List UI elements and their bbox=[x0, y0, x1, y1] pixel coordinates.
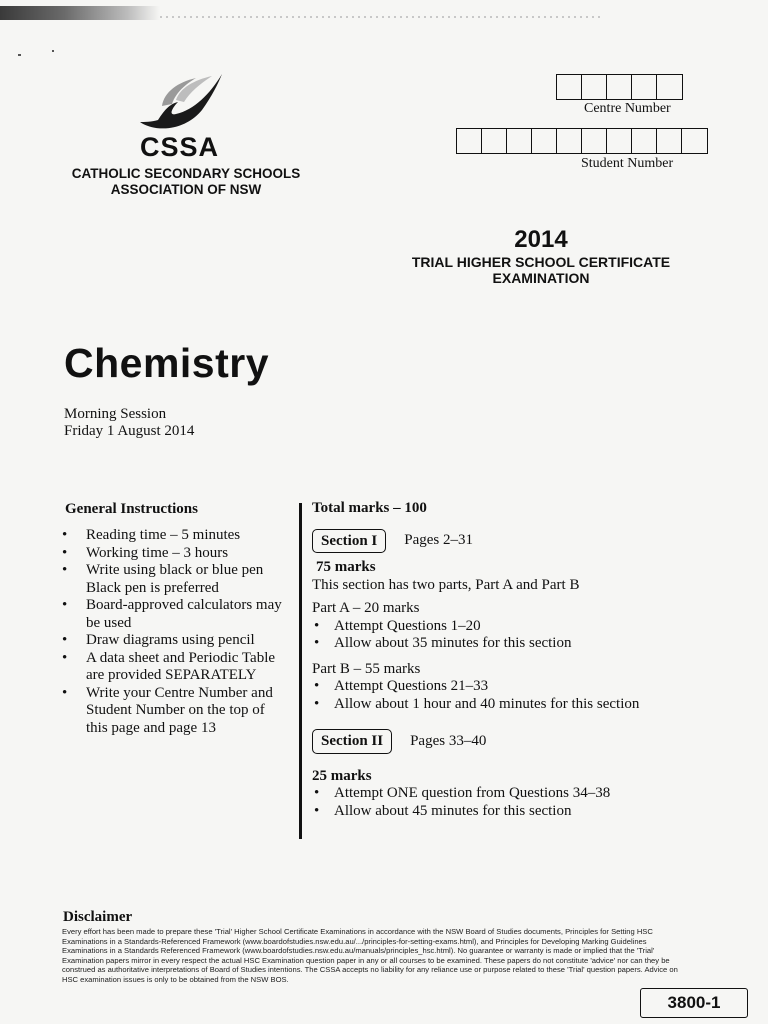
instruction-line: • Working time – 3 hours bbox=[86, 544, 229, 561]
list-item: • Allow about 1 hour and 40 minutes for this section bbox=[312, 696, 732, 714]
part-a-title: Part A – 20 marks bbox=[312, 600, 420, 616]
exam-title bbox=[390, 254, 692, 286]
scan-artifact-dots bbox=[160, 16, 600, 18]
list-item: • Allow about 35 minutes for this section bbox=[312, 635, 732, 653]
digit-box[interactable] bbox=[507, 129, 532, 153]
instruction-line: are provided SEPARATELY bbox=[86, 667, 257, 683]
instruction-line: • A data sheet and Periodic Table bbox=[86, 649, 276, 666]
digit-box[interactable] bbox=[632, 75, 657, 99]
column-divider bbox=[299, 503, 302, 839]
paper-code: 3800-1 bbox=[640, 988, 748, 1018]
section-2-list bbox=[312, 785, 732, 820]
digit-box[interactable] bbox=[607, 129, 632, 153]
instruction-line: this page and page 13 bbox=[86, 719, 216, 736]
part-a-list bbox=[312, 618, 732, 653]
marks-panel bbox=[312, 500, 732, 820]
digit-box[interactable] bbox=[557, 129, 582, 153]
organisation-name bbox=[40, 166, 332, 197]
scan-speck bbox=[18, 54, 21, 56]
list-item: • Attempt ONE question from Questions 34–38 bbox=[312, 785, 732, 803]
digit-box[interactable] bbox=[682, 129, 707, 153]
digit-box[interactable] bbox=[482, 129, 507, 153]
exam-year: 2014 bbox=[514, 226, 568, 253]
scan-artifact bbox=[0, 6, 160, 20]
digit-box[interactable] bbox=[607, 75, 632, 99]
section-1-label: Section I bbox=[312, 529, 386, 554]
section-2-marks: 25 marks bbox=[312, 767, 372, 784]
section-1-description: This section has two parts, Part A and Part B bbox=[312, 576, 580, 593]
digit-box[interactable] bbox=[582, 75, 607, 99]
digit-box[interactable] bbox=[657, 75, 682, 99]
section-1-pages: Pages 2–31 bbox=[404, 532, 473, 548]
instruction-line: • Write your Centre Number and bbox=[86, 684, 273, 701]
list-item: • Allow about 45 minutes for this section bbox=[312, 803, 732, 821]
instruction-line: Student Number on the top of bbox=[86, 702, 265, 718]
section-2-header bbox=[312, 729, 732, 754]
instruction-line: • Reading time – 5 minutes bbox=[86, 527, 241, 543]
instruction-line: be used bbox=[86, 614, 132, 631]
cssa-logo-icon bbox=[132, 70, 232, 140]
instruction-item bbox=[62, 650, 294, 685]
exam-title-line-2: EXAMINATION bbox=[492, 270, 590, 286]
digit-box[interactable] bbox=[457, 129, 482, 153]
disclaimer-text: Every effort has been made to prepare these 'Trial' Higher School Certificate Examinations in accordance with the NSW Board of Studies documents, Principles for Setting HSC Examinations in a Standards-Referenced Framework (www.boardofstudies.nsw.edu.au/.../principles-for-setting-exams.html), and Principles for Developing Marking Guidelines Examinations in a Standards Referenced Framework (www.boardofstudies.nsw.edu.au/manuals/principles_hsc.html). No guarantee or warranty is made or implied that the 'Trial' Examination papers mirror in every respect the actual HSC Examination question paper in any or all courses to be examined. These papers do not constitute 'advice' nor can they be construed as authoritative interpretations of Board of Studies intentions. The CSSA accepts no liability for any reliance use or purpose related to these 'Trial' question papers. Advice on HSC examination issues is only to be obtained from the NSW BOS. bbox=[62, 927, 678, 984]
student-number-label: Student Number bbox=[581, 156, 674, 171]
session-info bbox=[64, 406, 194, 440]
student-number-boxes[interactable] bbox=[456, 128, 708, 154]
list-item: • Attempt Questions 1–20 bbox=[312, 618, 732, 636]
instruction-item bbox=[62, 545, 294, 563]
centre-number-label: Centre Number bbox=[584, 101, 671, 116]
instruction-line: • Draw diagrams using pencil bbox=[86, 632, 255, 648]
section-1-marks: 75 marks bbox=[316, 559, 376, 575]
section-2-pages: Pages 33–40 bbox=[410, 732, 487, 749]
centre-number-boxes[interactable] bbox=[556, 74, 683, 100]
total-marks: Total marks – 100 bbox=[312, 500, 427, 516]
section-1-header bbox=[312, 529, 732, 554]
digit-box[interactable] bbox=[657, 129, 682, 153]
digit-box[interactable] bbox=[582, 129, 607, 153]
instruction-item bbox=[62, 562, 294, 597]
scan-speck bbox=[52, 50, 54, 52]
instruction-line: • Write using black or blue pen bbox=[86, 562, 264, 578]
instruction-item bbox=[62, 685, 294, 738]
digit-box[interactable] bbox=[532, 129, 557, 153]
digit-box[interactable] bbox=[557, 75, 582, 99]
org-line-2: ASSOCIATION OF NSW bbox=[110, 181, 262, 197]
logo-wordmark: CSSA bbox=[140, 132, 220, 162]
instruction-item bbox=[62, 527, 294, 545]
list-item: • Attempt Questions 21–33 bbox=[312, 678, 732, 696]
instruction-item bbox=[62, 597, 294, 632]
subject-title: Chemistry bbox=[64, 340, 270, 386]
instruction-line: Black pen is preferred bbox=[86, 579, 219, 596]
digit-box[interactable] bbox=[632, 129, 657, 153]
disclaimer-title: Disclaimer bbox=[63, 909, 133, 925]
org-line-1: CATHOLIC SECONDARY SCHOOLS bbox=[71, 166, 301, 181]
general-instructions-list bbox=[62, 527, 294, 737]
session-name: Morning Session bbox=[64, 406, 167, 422]
instruction-item bbox=[62, 632, 294, 650]
section-2-label: Section II bbox=[312, 729, 392, 754]
part-b-title: Part B – 55 marks bbox=[312, 660, 421, 677]
general-instructions-title: General Instructions bbox=[65, 501, 198, 517]
part-b-list bbox=[312, 678, 732, 713]
exam-title-line-1: TRIAL HIGHER SCHOOL CERTIFICATE bbox=[411, 254, 671, 270]
exam-date: Friday 1 August 2014 bbox=[64, 423, 195, 439]
instruction-line: • Board-approved calculators may bbox=[86, 597, 282, 613]
